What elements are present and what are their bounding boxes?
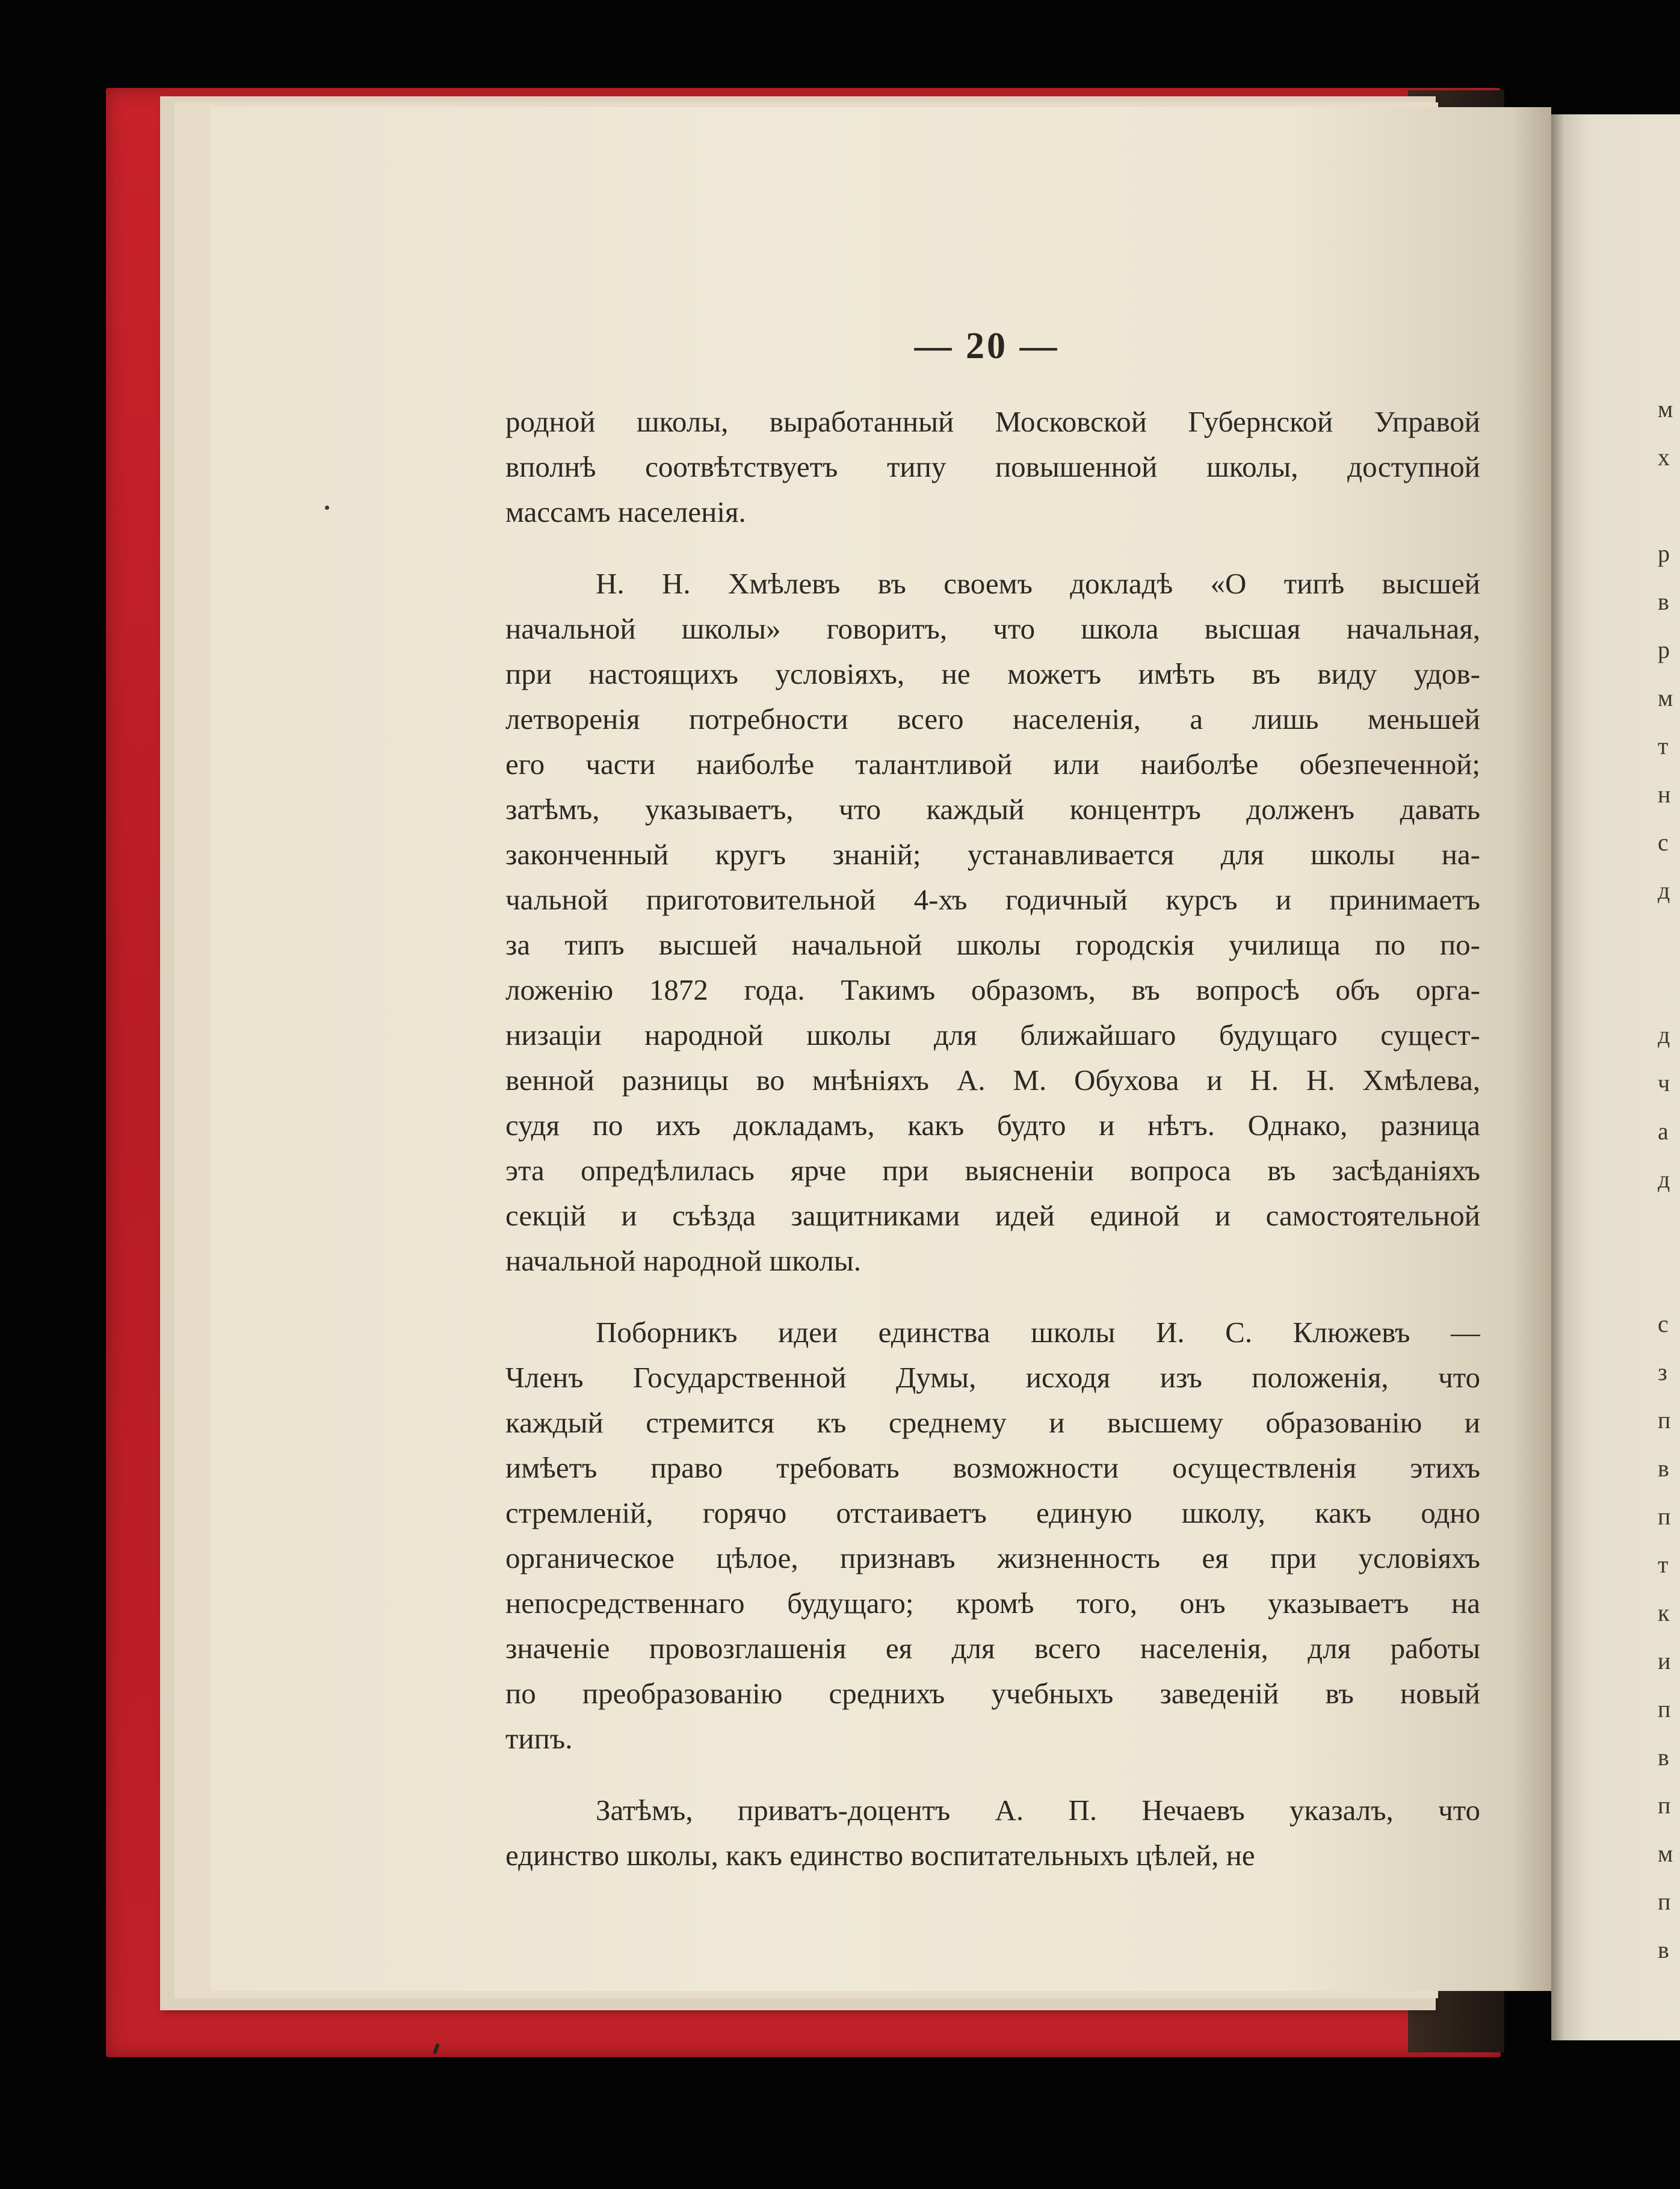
text-line: имѣетъ право требовать возможности осуществленія этихъ (505, 1451, 1480, 1484)
facing-page-letter: х (1658, 444, 1670, 471)
text-line: эта опредѣлилась ярче при выясненіи вопроса въ засѣданіяхъ (505, 1154, 1480, 1187)
facing-page-letter: с (1658, 829, 1669, 856)
facing-page-letter: м (1658, 1840, 1673, 1867)
text-line: при настоящихъ условіяхъ, не можетъ имѣть въ виду удов- (505, 657, 1480, 690)
facing-page-letter: м (1658, 684, 1673, 711)
facing-page-letter: д (1658, 1021, 1670, 1048)
facing-page-letter: в (1658, 1455, 1669, 1482)
text-line: летворенія потребности всего населенія, а лишь меньшей (505, 702, 1480, 735)
text-line: затѣмъ, указываетъ, что каждый концентръ долженъ давать (505, 793, 1480, 826)
text-line: венной разницы во мнѣніяхъ А. М. Обухова и Н. Н. Хмѣлева, (505, 1064, 1480, 1097)
text-line: за типъ высшей начальной школы городскія училища по по- (505, 928, 1480, 961)
text-line: непосредственнаго будущаго; кромѣ того, онъ указываетъ на (505, 1587, 1480, 1620)
text-line: ложенію 1872 года. Такимъ образомъ, въ вопросѣ объ орга- (505, 973, 1480, 1006)
page-number: — 20 — (914, 326, 1060, 367)
text-line: типъ. (505, 1722, 573, 1755)
page-body-text (505, 399, 1480, 1878)
text-line: значеніе провозглашенія ея для всего населенія, для работы (505, 1632, 1480, 1665)
facing-page-letter: а (1658, 1118, 1669, 1145)
facing-page-letter: ч (1658, 1070, 1670, 1097)
facing-page-letter: п (1658, 1888, 1671, 1915)
facing-page-letter (1658, 963, 1680, 1011)
facing-page-letter: к (1658, 1599, 1670, 1626)
text-line: Поборникъ идеи единства школы И. С. Клюжевъ — (596, 1316, 1480, 1349)
text-line: единство школы, какъ единство воспитательныхъ цѣлей, не (505, 1839, 1255, 1872)
text-line: судя по ихъ докладамъ, какъ будто и нѣтъ. Однако, разница (505, 1109, 1480, 1142)
facing-page-letter: с (1658, 1310, 1669, 1337)
facing-page-letter: в (1658, 588, 1669, 615)
facing-page-letter (1658, 481, 1680, 530)
facing-page-letter: п (1658, 1792, 1671, 1819)
text-line: начальной школы» говоритъ, что школа высшая начальная, (505, 612, 1480, 645)
facing-page-letter (1658, 915, 1680, 963)
facing-page-letter: з (1658, 1358, 1667, 1386)
text-line: начальной народной школы. (505, 1244, 862, 1277)
facing-page-text-fragments (1658, 385, 1680, 1974)
text-line: чальной приготовительной 4-хъ годичный курсъ и принимаетъ (505, 883, 1480, 916)
text-line: Н. Н. Хмѣлевъ въ своемъ докладѣ «О типѣ высшей (596, 567, 1480, 600)
text-line: законченный кругъ знаній; устанавливается для школы на- (505, 838, 1480, 871)
text-line: массамъ населенія. (505, 495, 746, 528)
facing-page-letter (1658, 1204, 1680, 1252)
text-line: вполнѣ соотвѣтствуетъ типу повышенной школы, доступной (505, 450, 1480, 483)
paragraph-gap (505, 1283, 1480, 1310)
facing-page-letter: в (1658, 1744, 1669, 1771)
paragraph-gap (505, 1761, 1480, 1788)
text-line: секцій и съѣзда защитниками идей единой и самостоятельной (505, 1199, 1480, 1232)
text-line: родной школы, выработанный Московской Губернской Управой (505, 405, 1480, 438)
facing-page-letter: д (1658, 1166, 1670, 1193)
facing-page-letter: п (1658, 1503, 1671, 1530)
facing-page-letter: т (1658, 732, 1669, 760)
text-line: органическое цѣлое, признавъ жизненность ея при условіяхъ (505, 1541, 1480, 1574)
facing-page-letter: п (1658, 1407, 1671, 1434)
text-line: по преобразованію среднихъ учебныхъ заведеній въ новый (505, 1677, 1480, 1710)
facing-page-letter: р (1658, 540, 1670, 567)
text-line: стремленій, горячо отстаиваетъ единую школу, какъ одно (505, 1496, 1480, 1529)
facing-page-letter: и (1658, 1647, 1671, 1674)
text-line: его части наиболѣе талантливой или наиболѣе обезпеченной; (505, 748, 1480, 781)
facing-page-letter: м (1658, 395, 1673, 423)
paper-speck (325, 506, 329, 510)
facing-page-letter (1658, 1252, 1680, 1300)
facing-page-letter: п (1658, 1695, 1671, 1723)
facing-page-letter: т (1658, 1551, 1669, 1578)
text-line: низаціи народной школы для ближайшаго будущаго сущест- (505, 1018, 1480, 1051)
text-line: Членъ Государственной Думы, исходя изъ положенія, что (505, 1361, 1480, 1394)
facing-page-letter: н (1658, 781, 1671, 808)
text-line: Затѣмъ, приватъ-доцентъ А. П. Нечаевъ указалъ, что (596, 1794, 1480, 1827)
facing-page-letter: в (1658, 1936, 1669, 1963)
facing-page-letter: д (1658, 877, 1670, 904)
facing-page-letter: р (1658, 636, 1670, 663)
paragraph-gap (505, 534, 1480, 561)
text-line: каждый стремится къ среднему и высшему образованію и (505, 1406, 1480, 1439)
